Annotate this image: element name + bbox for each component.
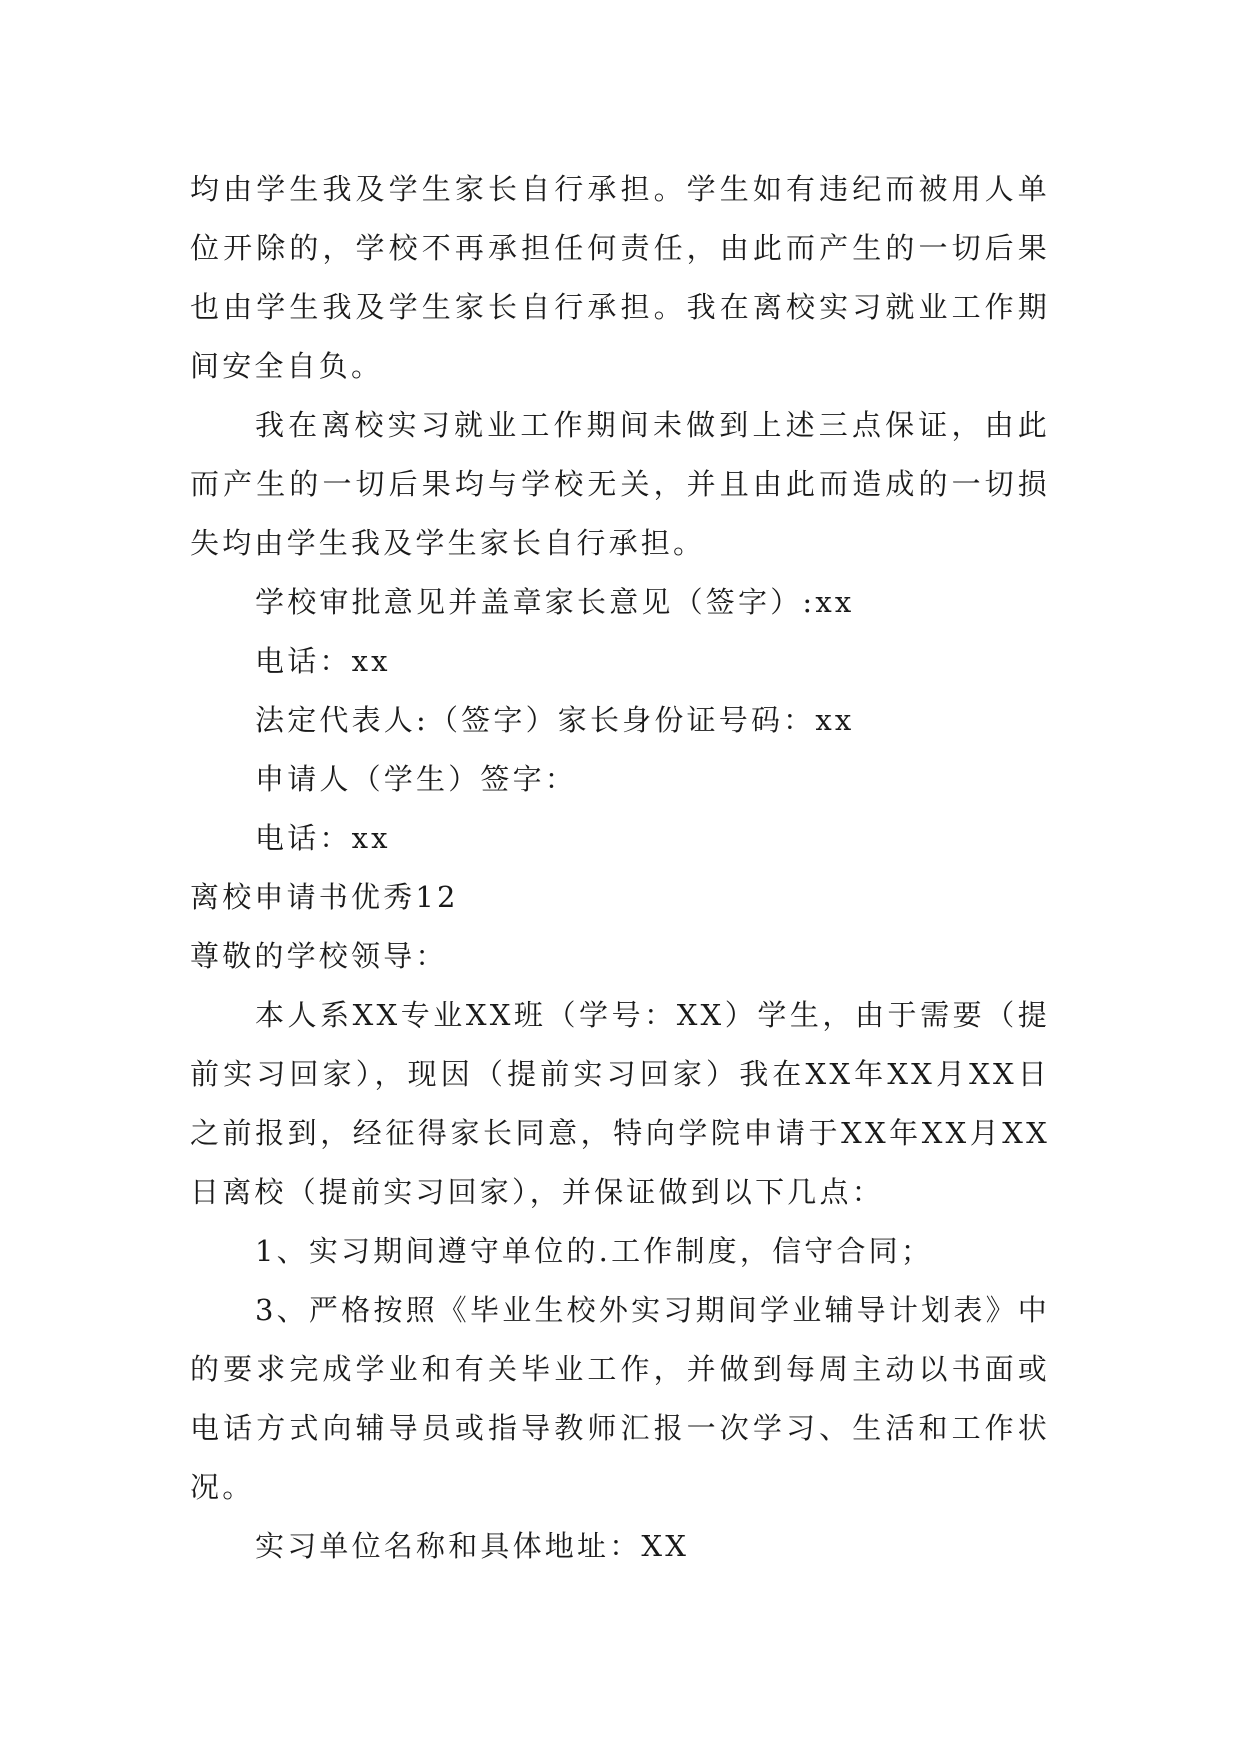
field-legal-representative: 法定代表人:（签字）家长身份证号码：xx xyxy=(255,703,855,737)
field-school-approval: 学校审批意见并盖章家长意见（签字）:xx xyxy=(255,585,855,619)
list-item: 1、实习期间遵守单位的.工作制度，信守合同； xyxy=(255,1234,934,1268)
field-applicant-signature: 申请人（学生）签字： xyxy=(255,762,578,796)
paragraph-guarantee: 我在离校实习就业工作期间未做到上述三点保证，由此而产生的一切后果均与学校无关，并且由此而造成的一切损失均由学生我及学生家长自行承担。 xyxy=(190,408,1050,560)
salutation: 尊敬的学校领导： xyxy=(190,939,448,973)
list-item: 3、严格按照《毕业生校外实习期间学业辅导计划表》中的要求完成学业和有关毕业工作，并做到每周主动以书面或电话方式向辅导员或指导教师汇报一次学习、生活和工作状况。 xyxy=(190,1293,1050,1504)
field-internship-address: 实习单位名称和具体地址：XX xyxy=(255,1529,690,1563)
field-phone: 电话：xx xyxy=(255,821,391,855)
paragraph-continuation: 均由学生我及学生家长自行承担。学生如有违纪而被用人单位开除的，学校不再承担任何责任，由此而产生的一切后果也由学生我及学生家长自行承担。我在离校实习就业工作期间安全自负。 xyxy=(190,172,1050,383)
field-phone: 电话：xx xyxy=(255,644,391,678)
section-title: 离校申请书优秀12 xyxy=(190,880,459,914)
paragraph-intro: 本人系XX专业XX班（学号：XX）学生，由于需要（提前实习回家），现因（提前实习回家）我在XX年XX月XX日之前报到，经征得家长同意，特向学院申请于XX年XX月XX日离校（提前实习回家），并保证做到以下几点： xyxy=(190,998,1050,1209)
document-body xyxy=(190,160,1050,1576)
